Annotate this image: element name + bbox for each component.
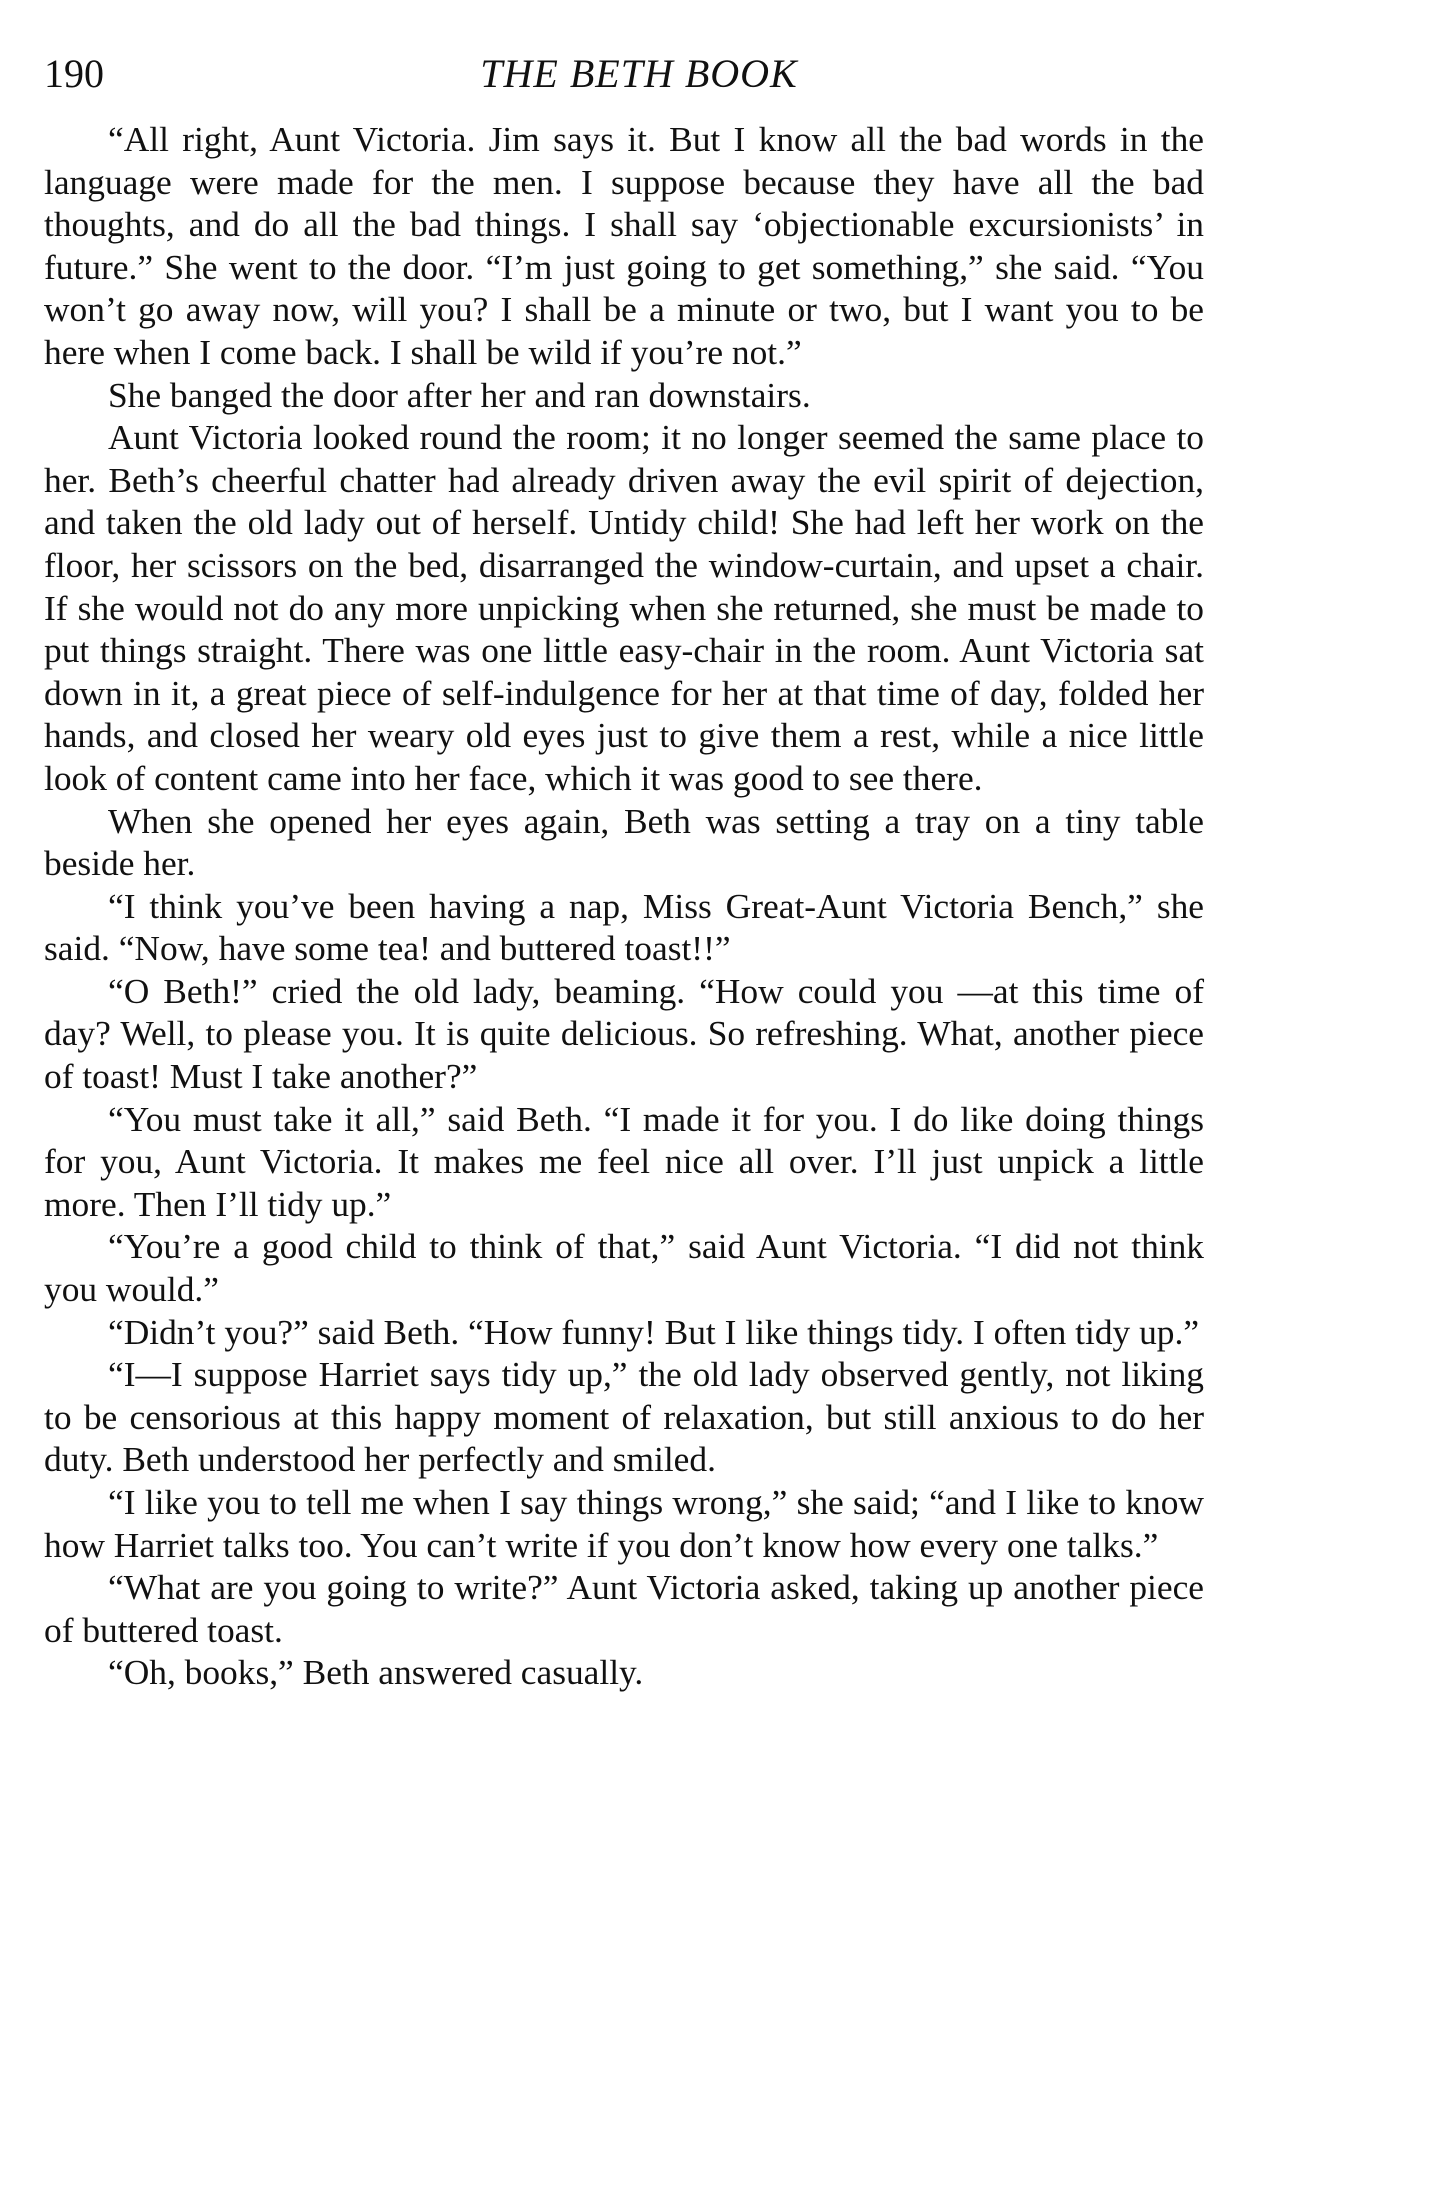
paragraph: “You’re a good child to think of that,” said Aunt Victoria. “I did not think you would.” — [44, 1226, 1204, 1310]
paragraph: Aunt Victoria looked round the room; it no longer seemed the same place to her. Beth’s cheerful chatter had already driven away the evil spirit of dejection, and taken the old lady out of herself. Untidy child! She had left her work on the floor, her scissors on the bed, disarranged the window-curtain, and upset a chair. If she would not do any more unpicking when she returned, she must be made to put things straight. There was one little easy-chair in the room. Aunt Victoria sat down in it, a great piece of self-indulgence for her at that time of day, folded her hands, and closed her weary old eyes just to give them a rest, while a nice little look of content came into her face, which it was good to see there. — [44, 417, 1204, 798]
paragraph: “Didn’t you?” said Beth. “How funny! But I like things tidy. I often tidy up.” — [108, 1311, 1200, 1352]
paragraph: She banged the door after her and ran downstairs. — [108, 374, 811, 415]
paragraph: “You must take it all,” said Beth. “I made it for you. I do like doing things for you, Aunt Victoria. It makes me feel nice all over. I’ll just unpick a little more. Then I’ll tidy up.” — [44, 1098, 1204, 1224]
paragraph: “I like you to tell me when I say things wrong,” she said; “and I like to know how Harriet talks too. You can’t write if you don’t know how every one talks.” — [44, 1482, 1204, 1565]
page-number: 190 — [44, 51, 104, 96]
paragraph: “O Beth!” cried the old lady, beaming. “How could you —at this time of day? Well, to please you. It is quite delicious. So refreshing. What, another piece of toast! Must I take another?” — [44, 970, 1204, 1097]
body-text — [44, 118, 1204, 1694]
book-title: THE BETH BOOK — [480, 51, 798, 96]
running-head — [44, 44, 1204, 104]
paragraph: When she opened her eyes again, Beth was setting a tray on a tiny table beside her. — [44, 800, 1204, 884]
paragraph: “All right, Aunt Victoria. Jim says it. But I know all the bad words in the language were made for the men. I suppose because they have all the bad thoughts, and do all the bad things. I shall say ‘objectionable excursionists’ in future.” She went to the door. “I’m just going to get something,” she said. “You won’t go away now, will you? I shall be a minute or two, but I want you to be here when I come back. I shall be wild if you’re not.” — [44, 119, 1204, 372]
paragraph: “Oh, books,” Beth answered casually. — [108, 1652, 644, 1693]
paragraph: “I think you’ve been having a nap, Miss Great-Aunt Victoria Bench,” she said. “Now, have some tea! and buttered toast!!” — [44, 885, 1204, 969]
paragraph: “What are you going to write?” Aunt Victoria asked, taking up another piece of buttered toast. — [44, 1567, 1204, 1650]
paragraph: “I—I suppose Harriet says tidy up,” the old lady observed gently, not liking to be censorious at this happy moment of relaxation, but still anxious to do her duty. Beth understood her perfectly and smiled. — [44, 1354, 1204, 1480]
